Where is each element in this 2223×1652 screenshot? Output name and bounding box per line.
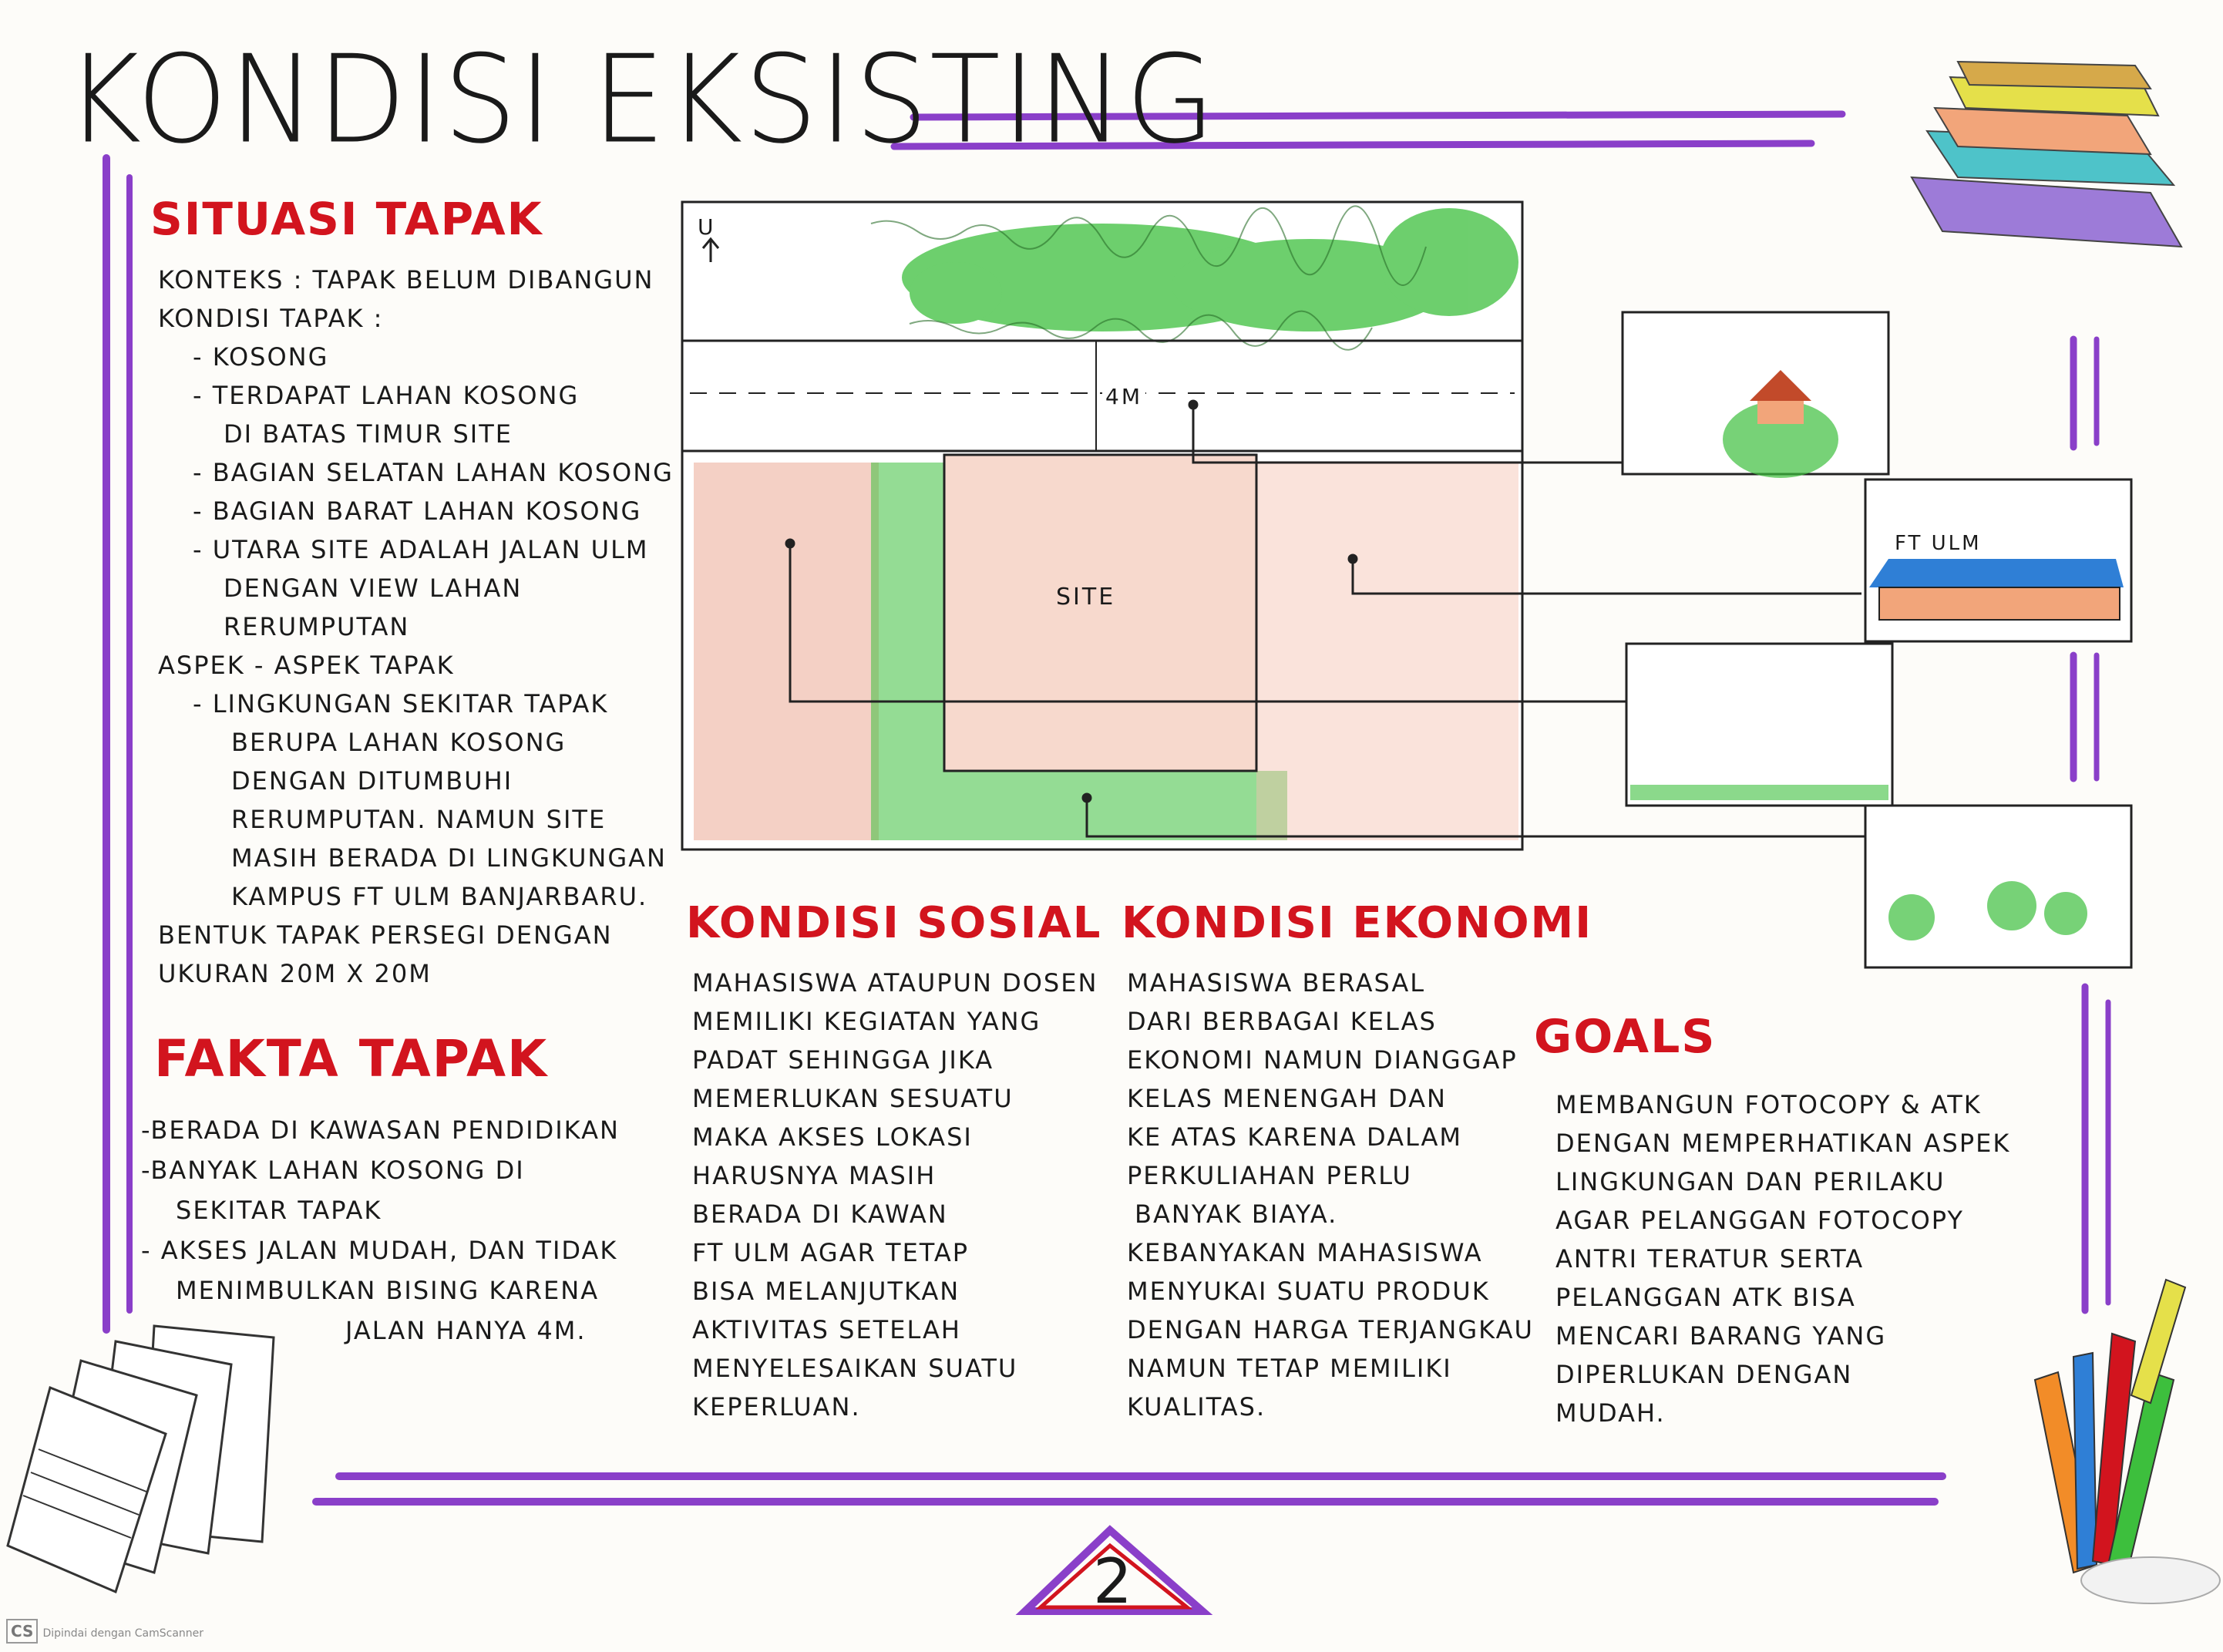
sosial-line: MAHASISWA ATAUPUN DOSEN bbox=[692, 968, 1098, 998]
north-label: U bbox=[698, 214, 716, 240]
situasi-line: KONDISI TAPAK : bbox=[158, 304, 384, 333]
fakta-heading: FAKTA TAPAK bbox=[154, 1029, 549, 1088]
situasi-line: UKURAN 20M X 20M bbox=[158, 959, 432, 988]
scanner-logo-icon: CS bbox=[6, 1619, 38, 1644]
goals-body bbox=[1555, 1085, 2010, 1432]
fakta-line: MENIMBULKAN BISING KARENA bbox=[176, 1276, 600, 1305]
left-border bbox=[106, 158, 129, 1330]
ekonomi-line: MENYUKAI SUATU PRODUK bbox=[1127, 1277, 1490, 1306]
goals-line: LINGKUNGAN DAN PERILAKU bbox=[1555, 1167, 1946, 1196]
sosial-line: MENYELESAIKAN SUATU bbox=[692, 1354, 1018, 1383]
sosial-line: BERADA DI KAWAN bbox=[692, 1199, 948, 1229]
situasi-line: ASPEK - ASPEK TAPAK bbox=[158, 651, 455, 680]
goals-line: MENCARI BARANG YANG bbox=[1555, 1321, 1887, 1351]
situasi-line: - BAGIAN SELATAN LAHAN KOSONG bbox=[193, 458, 674, 487]
sosial-line: KEPERLUAN. bbox=[692, 1392, 861, 1422]
ekonomi-line: NAMUN TETAP MEMILIKI bbox=[1127, 1354, 1452, 1383]
fakta-line: SEKITAR TAPAK bbox=[176, 1196, 382, 1225]
situasi-line: KAMPUS FT ULM BANJARBARU. bbox=[231, 882, 648, 911]
situasi-line: RERUMPUTAN. NAMUN SITE bbox=[231, 805, 607, 834]
scanner-watermark bbox=[6, 1619, 203, 1644]
goals-heading: GOALS bbox=[1534, 1010, 1717, 1064]
sosial-line: AKTIVITAS SETELAH bbox=[692, 1315, 961, 1344]
goals-line: AGAR PELANGGAN FOTOCOPY bbox=[1555, 1206, 1964, 1235]
goals-line: ANTRI TERATUR SERTA bbox=[1555, 1244, 1865, 1273]
situasi-line: DENGAN VIEW LAHAN bbox=[224, 574, 523, 603]
sosial-line: HARUSNYA MASIH bbox=[692, 1161, 937, 1190]
situasi-line: BERUPA LAHAN KOSONG bbox=[231, 728, 567, 757]
situasi-line: - KOSONG bbox=[193, 342, 329, 372]
situasi-line: - TERDAPAT LAHAN KOSONG bbox=[193, 381, 580, 410]
fakta-line: -BANYAK LAHAN KOSONG DI bbox=[141, 1156, 525, 1185]
view-photo-north bbox=[1623, 312, 1888, 478]
situasi-line: - BAGIAN BARAT LAHAN KOSONG bbox=[193, 496, 642, 526]
road-width-label: 4M bbox=[1102, 384, 1145, 409]
page-title: KONDISI EKSISTING bbox=[66, 29, 1217, 171]
ekonomi-line: DARI BERBAGAI KELAS bbox=[1127, 1007, 1437, 1036]
ekonomi-line: KEBANYAKAN MAHASISWA bbox=[1127, 1238, 1483, 1267]
goals-line: MUDAH. bbox=[1555, 1398, 1666, 1428]
bottom-border bbox=[316, 1476, 1942, 1502]
situasi-line: DI BATAS TIMUR SITE bbox=[224, 419, 513, 449]
sosial-line: MEMERLUKAN SESUATU bbox=[692, 1084, 1014, 1113]
situasi-line: KONTEKS : TAPAK BELUM DIBANGUN bbox=[158, 265, 654, 294]
ft-ulm-label: FT ULM bbox=[1895, 532, 1982, 555]
situasi-line: - LINGKUNGAN SEKITAR TAPAK bbox=[193, 689, 609, 718]
situasi-line: DENGAN DITUMBUHI bbox=[231, 766, 513, 796]
goals-line: DENGAN MEMPERHATIKAN ASPEK bbox=[1555, 1129, 2011, 1158]
page-number: 2 bbox=[1093, 1546, 1132, 1617]
papers-illustration bbox=[8, 1326, 274, 1592]
view-photo-east bbox=[1865, 479, 2131, 641]
fakta-line: JALAN HANYA 4M. bbox=[345, 1316, 587, 1345]
situasi-line: RERUMPUTAN bbox=[224, 612, 410, 641]
fakta-body bbox=[141, 1110, 620, 1351]
sosial-line: PADAT SEHINGGA JIKA bbox=[692, 1045, 994, 1075]
sosial-line: FT ULM AGAR TETAP bbox=[692, 1238, 970, 1267]
site-label: SITE bbox=[1056, 584, 1116, 611]
ekonomi-line: PERKULIAHAN PERLU bbox=[1127, 1161, 1412, 1190]
pencils-illustration bbox=[2035, 1280, 2220, 1603]
ekonomi-body bbox=[1127, 964, 1534, 1426]
sosial-line: MAKA AKSES LOKASI bbox=[692, 1122, 973, 1152]
ekonomi-line: EKONOMI NAMUN DIANGGAP bbox=[1127, 1045, 1518, 1075]
books-illustration bbox=[1912, 62, 2181, 247]
situasi-line: MASIH BERADA DI LINGKUNGAN bbox=[231, 843, 667, 873]
sosial-body bbox=[692, 964, 1098, 1426]
situasi-line: - UTARA SITE ADALAH JALAN ULM bbox=[193, 535, 649, 564]
ekonomi-line: KUALITAS. bbox=[1127, 1392, 1266, 1422]
ekonomi-line: DENGAN HARGA TERJANGKAU bbox=[1127, 1315, 1534, 1344]
goals-line: MEMBANGUN FOTOCOPY & ATK bbox=[1555, 1090, 1982, 1119]
goals-line: DIPERLUKAN DENGAN bbox=[1555, 1360, 1853, 1389]
ekonomi-heading: KONDISI EKONOMI bbox=[1122, 898, 1593, 948]
ekonomi-line: KELAS MENENGAH DAN bbox=[1127, 1084, 1447, 1113]
ekonomi-line: BANYAK BIAYA. bbox=[1135, 1199, 1338, 1229]
sosial-line: BISA MELANJUTKAN bbox=[692, 1277, 960, 1306]
goals-line: PELANGGAN ATK BISA bbox=[1555, 1283, 1856, 1312]
situasi-line: BENTUK TAPAK PERSEGI DENGAN bbox=[158, 920, 613, 950]
ekonomi-line: MAHASISWA BERASAL bbox=[1127, 968, 1426, 998]
sosial-line: MEMILIKI KEGIATAN YANG bbox=[692, 1007, 1041, 1036]
view-photo-south bbox=[1626, 644, 1892, 806]
ekonomi-line: KE ATAS KARENA DALAM bbox=[1127, 1122, 1463, 1152]
view-photo-west bbox=[1865, 806, 2131, 967]
scanner-text: Dipindai dengan CamScanner bbox=[42, 1627, 204, 1640]
fakta-line: -BERADA DI KAWASAN PENDIDIKAN bbox=[141, 1115, 620, 1145]
situasi-body bbox=[158, 261, 674, 993]
situasi-heading: SITUASI TAPAK bbox=[150, 193, 543, 245]
sosial-heading: KONDISI SOSIAL bbox=[686, 898, 1102, 948]
fakta-line: - AKSES JALAN MUDAH, DAN TIDAK bbox=[141, 1236, 618, 1265]
